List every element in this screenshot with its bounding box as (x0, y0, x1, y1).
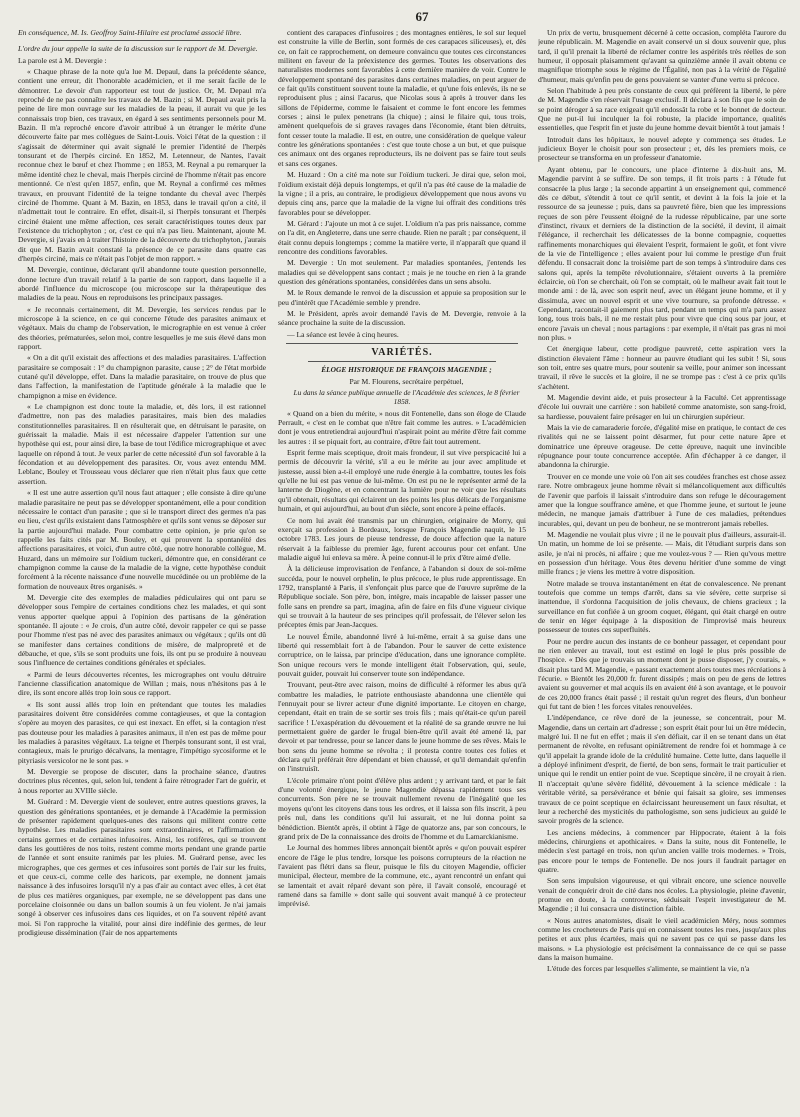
left-column-paragraph: « Je reconnais certainement, dit M. Devergie, les services rendus par le microscope à la science, en ce qui concerne l'étude des parasites animaux et végétaux. Mais du champ de l'observation, le micrographie en est venue à créer des théories, prématurées, selon moi, contre lesquelles je me suis élevé dans mon rapport. (18, 304, 266, 351)
left-column-paragraph: « Ils sont aussi allés trop loin en prétendant que toutes les maladies parasitaires doivent être considérées comme contagieuses, et que la contagion s'opère au moyen des parasites, ce qui est inexact. En effet, si la contagion n'est pas douteuse pour les maladies à parasites animaux, il n'en est pas de même pour les maladies à parasites végétaux. La teigne et l'herpès tonsurant sont, il est vrai, contagieux, mais le prurigo décalvans, la mentagre, l'impétigo sycosiforme et le pityriasis versicolor ne le sont pas. » (18, 699, 266, 765)
right-column (538, 28, 786, 1113)
left-column-paragraph: M. Devergie cite des exemples de maladies pédiculaires qui ont paru se développer sous l'empire de certaines conditions chez les malades, et qui sont venus apporter quelque appui à l'opinion des partisans de la génération spontanée. Il ajoute : « Je crois, d'un autre côté, devoir rappeler ce qui se passe pour l'homme n'est pas né avec des parasites animaux ou végétaux ; qu'ils ont dû se manifester dans certaines conditions de misère, de malpropreté et de débauche, et que, s'ils se sont produits une fois, ils ont pu se produire à nouveau sous l'influence de certaines conditions générales et spéciales. (18, 592, 266, 668)
right-column-paragraph: Les anciens médecins, à commencer par Hippocrate, étaient à la fois médecins, chirurgiens et apothicaires. « Dans la suite, nous dit Fontenelle, le médecin s'est partagé en trois, non qu'un ancien vaille trois modernes. » Trois, pas encore pour le temps de Fontenelle. De nos jours il faudrait partager en quatre. (538, 827, 786, 874)
middle-column-paragraph: — La séance est levée à cinq heures. (287, 329, 399, 339)
right-column-paragraph: Notre malade se trouva instantanément en état de convalescence. Ne prenant toutefois que comme un temps d'arrêt, dans sa vie sévère, cette surprise si inattendue, il s'ordonna l'acquisition de jolis chevaux, de chiens gracieux ; la surveillance en fut confiée à un groom coquet, élégant, qui était chargé en outre de tenir en léger équipage à la disposition de l'improvisé mais heureux possesseur de toutes ces superfluités. (538, 578, 786, 635)
opening-line: En conséquence, M. Is. Geoffroy Saint-Hilaire est proclamé associé libre. (18, 28, 242, 37)
left-column-paragraph: M. Devergie se propose de discuter, dans la prochaine séance, d'autres doctrines plus récentes, qui, selon lui, tendent à faire rétrograder l'art de guérir, et à nous reporter au XVIIIe siècle. (18, 767, 266, 795)
left-column-paragraph: « Chaque phrase de la note qu'a lue M. Depaul, dans la précédente séance, contient une erreur, dit l'honorable académicien, et il me serait facile de le démontrer. Le devoir d'un rapporteur est tout de justice. Or, M. Depaul m'a reproché de ne pas connaître les travaux de M. Bazin ; si M. Depaul avait pris la peine de lire mon ouvrage sur les maladies de la peau, il aurait vu que je les connaissais trop bien, ces travaux, en égard à ses sentiments personnels pour M. Bazin. Il m'a reproché encore d'avoir attribué à un étranger le mérite d'une découverte faite par mes collègues de Saint-Louis. Voici l'état de la question : il s'agissait de déterminer qui avait signalé le premier l'identité de l'herpès tonsurant et de l'herpès circiné. En 1852, M. Letenneur, de Nantes, l'avait reconnue chez le bœuf et chez l'homme ; en 1853, M. Reynal a pu remarquer la même identité chez le cheval, mais l'herpès circiné de l'homme n'était pas encore mentionné. Ce n'est qu'en 1857, enfin, que M. Reynal a confirmé ces mêmes travaux, en prouvant l'identité de la teigne tondante du cheval avec l'herpès circiné de l'homme. Quant à M. Bazin, en 1853, dans le travail qu'on a cité, il n'admettait tout le contraire. En effet, disait-il, si l'herpès tonsurant et l'herpès circiné étaient une même affection, ces serait caractéristiques toutes deux par l'existence du trichophyton ; or, c'est ce qui n'a pas lieu. Maintenant, ajoute M. Devergie, si j'avais en à traiter l'histoire de la découverte du trichophyton, j'aurais dit que M. Bazin avait constaté la présence de ce parasite dans quatre cas d'herpès circiné, mais ce n'était pas l'objet de mon rapport. » (18, 67, 266, 263)
eloge-paragraph: Trouvant, peut-être avec raison, moins de difficulté à réformer les abus qu'à combattre les maladies, le patriote enthousiaste abandonna une clientèle qui l'ennuyait pour se livrer acteur d'une dignité importante. Le citoyen en charge, cependant, était en train de se sortir ses trois fils ; mais qu'était-ce qu'un pareil sacrifice ! L'exaspération du dévouement et la réalité de sa grande œuvre ne lui permettaient guère de garder le frugal bien-être qu'il avait été amené là, par devoir et par tendresse, pour se lancer dans le jeune homme de ses rêves. Mais le bon sens du jeune homme se révolta ; il protesta contre toutes ces folies et déclara qu'il préférait être dépendant et bien chaussé, et qu'il demandait qu'enfin on l'instruisît. (278, 680, 526, 774)
eloge-paragraph: À la délicieuse improvisation de l'enfance, à l'abandon si doux de soi-même succéda, pour le nouvel orphelin, le plus précoce, le plus rude apprentissage. En 1792, transplanté à Paris, il s'enfonçait plus parce que de l'œuvre suprême de la République sociale. Son père, bon, intègre, mais incapable de laisser passer une folle sans en prendre sa part, imagina, afin de faire en fils d'une vigueur civique qui se trouvait à la hauteur de ses principes qu'il professait, de l'élever selon les préceptes émis par Jean-Jacques. (278, 564, 526, 630)
byline: Par M. Flourens, secrétaire perpétuel, (349, 376, 464, 386)
page-number: 67 (415, 9, 429, 24)
middle-column-paragraph: contient des carapaces d'infusoires ; des montagnes entières, le sol sur lequel est construite la ville de Berlin, sont formés de ces carapaces siliceuses), et, dès ce, on fait ce rapprochement, on demeure convaincu que toutes ces circonstances militent en faveur de la préexistence des germes. Toutes les observations des naturalistes modernes sont favorables à cette dernière manière de voir. Contre le développement spontané des parasites dans certaines maladies, on peut arguer de ce fait qu'ils constituent souvent toute la maladie, et qu'une fois enlevés, ils ne se reproduisent plus ; ainsi l'acarus, que Nicolas sous à après à trouver dans les sillons de l'épiderme, comme le faisaient et comme le font encore les femmes corses ; ainsi le pulex penetrans (la chique) ; ainsi le filaire qui, tous trois, amènent quelquefois de si graves ravages dans l'économie, étant bien détruits, font cesser toute la maladie. Il est, en outre, une considération de quelque valeur contre les générations spontanées : c'est que toute chose a un but, et que puisque ces animaux ont des organes reproducteurs, ils ne doivent pas se faire tout seuls et sans ces organes. (278, 28, 526, 168)
section-title: VARIÉTÉS. (371, 347, 433, 358)
eloge-paragraph: « Quand on a bien du mérite, » nous dit Fontenelle, dans son éloge de Claude Perrault, « c'est en le combat que n'être fait comme les autres. » L'académicien dont je vous entretiendrai aujourd'hui n'aspirait point au mérite d'être fait comme les autres : il se piquait fort, au contraire, d'être fait tout autrement. (278, 408, 526, 446)
columns (18, 28, 786, 1113)
right-column-paragraph: L'indépendance, ce rêve doré de la jeunesse, se concentrait, pour M. Magendie, dans un certain art d'adresse ; son esprit était pour lui un être médecin, malgré lui. Il ne fut en effet ; mais il s'en défiait, car il en se tenant dans un état permanent de révolte, en refusant opiniâtrement de rendre foi et hommage à ce qu'il appelait la grande idole de la crédulité humaine. Cette lutte, dans laquelle il a déployé infiniment d'esprit, de fierté, de bon sens, formait le trait particulier et unique qui le rendit un entier point de vue. Sceptique sincère, il ne croyait à rien. Il n'acceptait qu'une sévère fidélité, dévouement à la science médicale : la véritable vérité, sa persévérance et bénie qui faisait sa gloire, ses immenses travaux de ce point sceptique en éclaircissant heureusement un faux résultat, et leur a recherché des mysticités du pathologisme, son sens judicieux au guidé le savoir progrès de la science. (538, 713, 786, 826)
right-column-paragraph: « Nous autres anatomistes, disait le vieil académicien Méry, nous sommes comme les crocheteurs de Paris qui en connaissent toutes les rues, jusqu'aux plus petites et aux plus écartées, mais qui ne savent pas ce qui se passe dans les maisons. » La physiologie est précisément la connaissance de ce qui se passe dans la maison humaine. (538, 915, 786, 962)
middle-column-paragraph: M. Devergie : Un mot seulement. Par maladies spontanées, j'entends les maladies qui se développent sans contact ; mais je ne touche en rien à la grande question des générations spontanées, considérées dans un sens absolu. (278, 258, 526, 286)
floor-line: La parole est à M. Devergie : (18, 55, 107, 65)
middle-column-paragraph: M. le Roux demande le renvoi de la discussion et appuie sa proposition sur le peu d'intérêt que l'Académie semble y prendre. (278, 288, 526, 307)
middle-column-paragraph: M. Huzard : On a cité ma note sur l'oïdium tuckeri. Je dirai que, selon moi, l'oïdium existait déjà depuis longtemps, et qu'il n'a pas été cause de la maladie de la vigne ; il a pris, au contraire, le prodigieux développement que nous avons vu depuis cinq ans, parce que la maladie de la vigne lui offrait des conditions très favorables pour se développer. (278, 170, 526, 217)
left-column (18, 28, 266, 1113)
middle-column-paragraph: M. le Président, après avoir demandé l'avis de M. Devergie, renvoie à la séance prochaine la suite de la discussion. (278, 308, 526, 328)
left-column-paragraph: « Il est une autre assertion qu'il nous faut attaquer ; elle consiste à dire qu'une maladie parasitaire ne peut pas se développer spontanément, elle a pour condition nécessaire le contact d'un parasite ; que si le transport direct des germes n'a pas eu lieu, c'est qu'ils existaient dans l'atmosphère et qu'ils sont venus se déposer sur la partie aujourd'hui malade. Pour combattre cette opinion, je prie qu'on se rappelle les faits cités par M. Bouley, et qui prouvent la spontanéité des affections parasitaires, et voici, d'un autre côté, que notre honorable collègue, M. Huzard, dans un mémoire sur l'oïdium tuckeri, démontre que, en considérant ce champignon comme la cause de la maladie de la vigne, cette hypothèse conduit forcément à la récente naissance d'une nouvelle mucédinée ou un problème de la formation de nouveaux êtres organisés. » (18, 488, 266, 591)
eloge-paragraph: Ce nom lui avait été transmis par un chirurgien, originaire de Morry, qui exerçait sa profession à Bordeaux, lorsque François Magendie naquit, le 15 octobre 1783. Les jours de pieuse tendresse, de douce affection que la nature réservait à la faiblesse du premier âge, furent accourus pour cet enfant. Une maladie aiguë lui enleva sa mère. À peine connut-il le prix d'être aimé d'elle. (278, 515, 526, 562)
eloge-paragraph: L'école primaire n'ont point d'élève plus ardent ; y arrivant tard, et par le fait d'une volonté énergique, le jeune Magendie dépassa rapidement tous ses concurrents. Son père ne se trouvait nullement revenu de l'inégalité que les moyens qu'ont les citoyens dans tous les ordres, et il laissa son fils inscrit, à peu près nul, dans les conditions qu'il lui assurait, et ne lui donna point sa bénédiction. Bientôt après, il obtint à l'âge de quatorze ans, par son concours, le grand prix de De la connaissance des droits de l'homme et du Lamarckianisme. (278, 775, 526, 841)
right-column-paragraph: Son sens impulsion vigoureuse, et qui vibrait encore, une science nouvelle venait de conquérir droit de cité dans nos écoles. La physiologie, pleine d'avenir, promue en doute, à la controverse, séduisait l'esprit investigateur de M. Magendie ; il lui consacra une distinction faible. (538, 876, 786, 914)
divider (48, 40, 236, 41)
right-column-paragraph: Cet énergique labeur, cette prodigue pauvreté, cette aspiration vers la distinction élevaient l'âme : honneur au pauvre étudiant qui les subit ! Si, sous son toit, entre ses quatre murs, pour soutenir sa veille, pour animer son incessant travail, il rêve le succès et la gloire, il ne se trompe pas : c'est à ce prix qu'ils s'achètent. (538, 344, 786, 391)
article-title: ÉLOGE HISTORIQUE DE FRANÇOIS MAGENDIE ; (321, 365, 492, 375)
right-column-paragraph: M. Magendie devint aide, et puis prosecteur à la Faculté. Cet apprentissage d'école lui ouvrait une carrière : son habileté comme anatomiste, son sang-froid, sa hardiesse, pouvaient faire présager en lui un chirurgien supérieur. (538, 393, 786, 421)
left-column-paragraph: « Parmi de leurs découvertes récentes, les micrographes ont voulu détruire l'ancienne classification anatomique de Willan ; mais, nous n'hésitons pas à le dire, ils sont encore allés trop loin sous ce rapport. (18, 669, 266, 698)
left-column-paragraph: « Le champignon est donc toute la maladie, et, dès lors, il est rationnel d'admettre, non pas des maladies parasitaires, mais bien des maladies constitutionnelles parasitaires. Il en résulterait que, en détruisant le parasite, on guérissait la maladie. Mais il est nécessaire d'appeler l'attention sur une hypothèse qui est, pour ainsi dire, la base de tout l'édifice micrographique et avec laquelle on répond à tout. Je veux parler de cette nécessité d'un sol favorable à la fécondation et au développement des parasites. Or, vous avez entendu MM. Leblanc, Bouley et Trousseau vous déclarer que rien n'était plus faux que cette assertion. (18, 402, 266, 486)
agenda-line: L'ordre du jour appelle la suite de la discussion sur le rapport de M. Devergie. (18, 44, 258, 54)
right-column-paragraph: Selon l'habitude à peu près constante de ceux qui préfèrent la liberté, le père de M. Magendie s'en réservait l'usage exclusif. Il déclara à son fils que le soin de se point déroger à sa race exigeait qu'il endossât la robe et le bonnet de docteur. Que ne put-il lui inculquer la foi robuste, la placide importance, qualités essentielles, que l'esprit fin et juste du jeune homme devait bientôt à tout jamais ! (538, 86, 786, 133)
right-column-paragraph: Introduit dans les hôpitaux, le nouvel adepte y commença ses études. Le judicieux Boyer le choisit pour son prosecteur ; et, dès les premiers mois, ce prosecteur se transforma en un professeur d'anatomie. (538, 134, 786, 163)
right-column-paragraph: Ayant obtenu, par le concours, une place d'interne à dix-huit ans, M. Magendie parvint à se suffire. De son temps, il fit trois parts : à l'étude fut consacrée la plus large ; la seconde appartint à un enseignement qui, commencé dès ce début, s'étendit à tout ce qu'il sentit, et devint à la fois la joie et la ressource de sa jeunesse ; puis, dans sa pauvreté fière, bien que les impressions reçues de son père l'eussent éloigné de la rudesse républicaine, par une sorte d'instinct, rivaux et derniers de la distinction de la société, il devint, il aimait l'élégance, il recherchait les délicatesses de la bonne compagnie, coquettes raffinements monarchiques qui élevaient l'esprit, formaient le goût, et font vivre de la vie de l'intelligence ; elles avaient pour lui comme le prestige d'un fruit défendu. Il consacrait donc la troisième part de son temps à s'introduire dans ces salons qui, après la tempête révolutionnaire, s'étaient ouverts à la première éclaircie, où l'on se cherchait, où l'on se comptait, où le malheur avait fait tout le monde ami : de là, avec son esprit neuf, avec un élégant jeune homme, et il y dissimula, avec un nouvel esprit et une vive tournure, sa profonde détresse. « Cependant, racontait-il gaiement plus tard, pendant un temps qui m'a paru assez long, tous trois bals, il ne me restait plus pour vivre que cinq sous par jour, et encore j'avais un cheval ; nous partagions : par exemple, il n'était pas gras ni moi non plus. » (538, 164, 786, 342)
right-column-paragraph: Mais la vie de camaraderie forcée, d'égalité mise en pratique, le contact de ces rivalités qui ne se laissent point désarmer, fut pour cette nature âpre et dominatrice une épreuve orageuse. De cette épreuve, naquit une invincible répugnance pour toute concurrence acceptée. Afin d'échapper à ce danger, il abandonna la chirurgie. (538, 423, 786, 470)
right-column-paragraph: Un prix de vertu, brusquement décerné à cette occasion, compléta l'aurore du jeune républicain. M. Magendie en avait conservé un si doux souvenir que, plus tard, il qu'il prenait la liberté de réclamer contre les aspérités très réelles de son humeur, il opposait plaisamment qu'avant sa quinzième année il avait obtenu ce magnifique triomphe sous le régime de l'Égalité, non pas à la vérité de l'égalité d'humeur, mais qu'enfin peu de gens pouvaient se vanter d'une vertu si précoce. (538, 28, 786, 84)
middle-column (278, 28, 526, 1113)
eloge-paragraph: Le Journal des hommes libres annonçait bientôt après « qu'on pouvait espérer encore de l'âge le plus tendre, lorsque les poisons corrupteurs de la réaction ne l'avaient pas flétri dans sa fleur, puisque le fils du citoyen Magendie, officier municipal, électeur, membre de la commune, etc., ayant rencontré un enfant qui se lamentait et avait réparé devant son père, il l'avait consolé, encouragé et ramené dans sa famille » dont saïle qui souvent avait manqué à ce protecteur imprévisé. (278, 843, 526, 909)
eloge-paragraph: Esprit ferme mais sceptique, droit mais frondeur, il sut vive perspicacité lui a permis de découvrir la vérité, s'il a eu le mérite au jour avec amplitude et justesse, aussi bien a-t-il employé une rude énergie à la combattre, toutes les fois qu'elle ne lui est pas venue de lui-même. On est pu ne le représenter armé de la lanterne de Diogène, et en concentrant la lumière pour ne voir que les résultats qu'il obtenait, résultats qui éclairent un des points les plus délicats de l'organisme humain, et qui aujourd'hui, au bout d'un siècle, sont encore à peine effacés. (278, 448, 526, 514)
left-column-paragraph: « On a dit qu'il existait des affections et des maladies parasitaires. L'affection parasitaire se composait : 1° du champignon parasite, cause ; 2° de l'état morbide cutané qu'il développe, effet. Dans la maladie parasitaire, on trouve de plus que dans l'affection, la manifestation de l'aptitude générale à la maladie que le champignon a mise en évidence. (18, 353, 266, 400)
date-line: Lu dans la séance publique annuelle de l'Académie des sciences, le 8 février 1858. (293, 388, 520, 407)
right-column-paragraph: M. Magendie ne voulait plus vivre ; il ne le pouvait plus d'ailleurs, assurait-il. Un matin, un homme de loi se présente. — Mais, dit l'étudiant surpris dans son asile, je n'ai ni procès, ni affaire ; que me voulez-vous ? — Rien qu'vous mettre en possession d'un héritage. Vous êtes devenu héritier d'une somme de vingt mille francs ; je viens les mettre à votre disposition. (538, 529, 786, 577)
right-column-paragraph: Pour ne perdre aucun des instants de ce bonheur passager, et cependant pour ne rien enlever au travail, tout est estimé en logé le plus près possible de l'hospice. « Dès que je trouvais un moment dont je pusse disposer, j'y courais, » disait plus tard M. Magendie, « passant exactement alors toutes mes récréations à l'écurie. » Bientôt les 20,000 fr. furent dissipés ; mais on peu de gens de lettres avaient su gouverner et mal acquis ils en avaient été à son avantage, et le pouvoir de ces 20,000 francs était passé ; il restait qu'un regret des fleurs, d'un bonheur qui fut tant de bien ! les forces vitales renouvelées. (538, 636, 786, 712)
left-column-paragraph: M. Guérard : M. Devergie vient de soulever, entre autres questions graves, la question des générations spontanées, et je demande à l'Académie la permission de présenter rapidement quelques-unes des raisons qui militent contre cette hypothèse. Les maladies parasitaires sont extraordinaires, et l'affirmation de certains germes et de certaines infusoires. Ainsi, les rotifères, qui se trouvent dans les gouttières de nos toits, restent comme morts pendant une grande partie de l'année et sont ensuite ranimés par les pluies. M. Guérard pense, avec les micrographes, que ces germes et ces infusoires sont portés de l'air sur les fruits, et que ceux-ci, comme celle des haricots, par exemple, ne donnent jamais naissance à des infusoires lorsqu'il n'y a pas d'air au contact avec elles, à cet état de plus ces matières organiques, par exemple, ne se développent pas dans une porcelaine cloisonnée ou dans un ballon soumis à un feu violent. Je n'ai jamais songé à observer ces infusoires dans ces liquides, et on l'a souvent répété avant moi. Si l'on rapproche la vitalité, pour ainsi dire indéfinie des germes, de leur prodigieuse dissémination (l'air de nos appartements (18, 797, 266, 937)
right-column-paragraph: L'étude des forces par lesquelles s'alimente, se maintient la vie, n'a (547, 964, 750, 974)
section-divider (286, 343, 518, 344)
divider (308, 361, 496, 362)
middle-column-paragraph: M. Gérard : J'ajoute un mot à ce sujet. L'oïdium n'a pas pris naissance, comme on l'a dit, en Angleterre, dans une serre chaude. Rien ne paraît ; par conséquent, il était connu depuis longtemps ; comme la matière verte, il n'apparaît que quand il rencontre des conditions favorables. (278, 218, 526, 256)
eloge-paragraph: Le nouvel Émile, abandonné livré à lui-même, errait à sa guise dans une liberté qui ressemblait fort à de l'abandon. Pour le sauver de cette existence corruptrice, on le laissa, par principe d'éducation, dans une ignorance complète. Son unique recours vers le monde intelligent était l'observation, qui, seule, pouvait guider, pouvait lui conserver toute son indépendance. (278, 631, 526, 678)
left-column-paragraph: M. Devergie, continue, déclarant qu'il abandonne toute question personnelle, donne lecture d'un travail relatif à la partie de son rapport, dans laquelle il a abordé l'influence du microscope (ou microscope sur la thérapeutique des maladies de la peau. Nous en reproduisons les principaux passages. (18, 265, 266, 303)
right-column-paragraph: Trouver en ce monde une voie où l'on ait ses coudées franches est chose assez rare. Notre ombrageux jeune homme rêvait si mélancoliquement aux difficultés de l'avenir que parfois il laissait s'introduire dans son refuge le découragement amer que la longue souffrance amène, et que l'homme jeune, et surtout le jeune médecin, ne manque jamais d'attribuer à l'une de ces maladies, prétendues incurables, qui, devant un peu de bonheur, ne se montreront jamais rebelles. (538, 471, 786, 528)
